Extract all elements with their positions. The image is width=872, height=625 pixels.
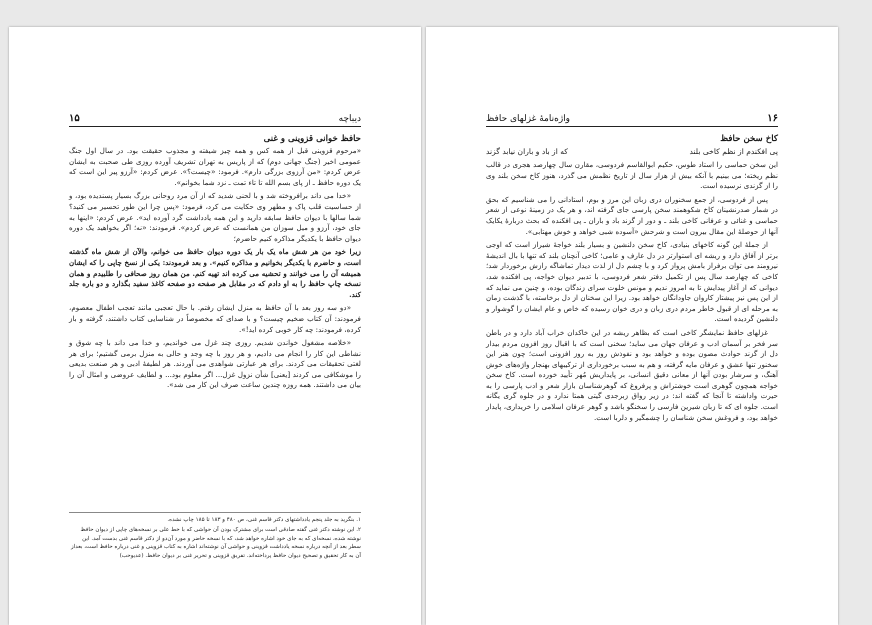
- left-paragraph-3: زیرا خود من هر شش ماه یک بار یک دوره دیوان حافظ می خوانم، والآن از شش ماه گذشته است، و حاضرم با یکدیگر بخوانیم و مذاکره کنیم». و بعد فرمودند: یکی از نسخ چاپی را که ایشان همیشه آن را می خوانند و تحشیه می کرده اند تهیه کنم. من همان روز صحافی را طلبیدم و همان نسخه چاپ حافظ را به او دادم که در مقابل هر صفحه دو صفحه کاغذ سفید بگذارد و دو باره جلد کند.: [69, 247, 361, 299]
- left-paragraph-2: «خدا می داند برافروخته شد و با لحنی شدید که از آن مرد روحانی بزرگ بسیار پسندیده بود، و از حساسیت قلب پاک و مطهر وی حکایت می کرد، فرمود: «پس چرا این طور تحسیر می کنید؟ شما سالها با دیوان حافظ سابقه دارید و این همه یادداشت گرد آورده اید». عرض کردم: «اینها به جای خود، آرزو و میل سوزان من همانست که عرض کردم». فرمودند: «نه؛ اگر بخواهید یک دوره دیوان حافظ با یکدیگر مذاکره کنیم حاضرم؛: [69, 191, 361, 243]
- right-running-title: واژه‌نامهٔ غزلهای حافظ: [486, 114, 571, 124]
- left-paragraph-5: «خلاصه مشغول خواندن شدیم. روزی چند غزل می خواندیم، و خدا می داند با چه شوق و نشاطی این کار را انجام می دادیم، و هر روز با چه وجد و حالی به منزل برمی گشتیم؛ برای هر لغتی تحقیقات می کردند. برای هر عبارتی شواهدی می آوردند. هر لطیفهٔ ادبی و هر صنعت بدیعی را موشکافی می کردند [یعنی] شأن نزول غزل... اگر معلوم بود... و لطایف عروضی و امثال آن را بیان می داشتند. همه روزه چندین ساعت صرف این کار می شد».: [69, 338, 361, 390]
- right-paragraph-2: پس از فردوسی، از جمع سخنوران دری زبان این مرز و بوم، استادانی را می شناسیم که بحق در شمار صدرنشینان کاخ شکوهمند سخن پارسی جای گرفته اند، و هر یک در زمینهٔ نوعی از شعر حماسی و غنائی و عرفانی کاخی بلند ـ و دور از گزند باد و باران ـ پی افکنده که بحث دربارهٔ یکایک آنها از حوصلهٔ این مقال بیرون است و شرحش «آسوده شبی خواهد و خوش مهتابی».: [486, 194, 778, 236]
- left-section-title: حافظ خوانی قزوینی و غنی: [263, 134, 361, 144]
- right-section-title: کاخ سخن حافظ: [720, 134, 778, 144]
- verse-second-hemistich: که از باد و باران نیابد گزند: [486, 147, 568, 156]
- right-paragraph-3: از جملهٔ این گونه کاخهای بنیادی، کاخ سخن دلنشین و بسیار بلند خواجهٔ شیراز است که اوجی برتر از آفاق دارد و ریشه ای استوارتر در دل عارف و عامی؛ کاخی آنچنان بلند که تنها با بال اندیشهٔ نیرومند می توان برفراز بامش پرواز کرد و با چشم دل از لذت دیدار تماشاگه رازش برخوردار شد؛ کاخی که چهارصد سال پس از تکمیل دفتر شعر فردوسی، با تدبیر دیوان خواجه، پی افکنده شد، دیوانی که از آغاز پیدایش تا به امروز ندیم و مونس خلوت سرای زندگان بوده، و چنین می نماید که از این پس نیز پیشتاز کاروان جاودانگان خواهد بود. زیرا این سخنان از دل برخاسته، با گذشت زمان به مرحله ای از قبول خاطر مردم دری زبان و دری خوان رسیده که خاص و عام ایشان را گوشوار و دلنشین گردیده است.: [486, 240, 778, 324]
- left-footnotes: [69, 512, 361, 562]
- right-paragraph-1: این سخن حماسی را استاد طوس، حکیم ابوالقاسم فردوسی، مقارن سال چهارصد هجری در قالب نظم ریخته؛ می بینیم با آنکه بیش از هزار سال از تاریخ نظمش می گذرد، هنوز کاخ سخن بلند وی را از گزندی نرسیده است.: [486, 160, 778, 191]
- left-paragraph-4: «دو سه روز بعد با آن حافظ به منزل ایشان رفتم. با حال تعجبی مانند تعجب اطفال معصوم، فرمودند: آن کتاب ضخیم چیست؟ و با صدای که مخصوصاً در شناسایی کتاب داشتند، گرفته و باز کرده، فرمودند: چه کار خوبی کرده اید!».: [69, 303, 361, 334]
- right-page: [426, 27, 838, 625]
- left-page-body: [69, 133, 361, 394]
- right-page-number: ۱۶: [767, 113, 778, 124]
- left-page: [9, 27, 421, 625]
- left-paragraph-1: «مرحوم قزوینی قبل از همه کس و همه چیز شیفته و مجذوب حقیقت بود. در سال اول جنگ عمومی اخیر (جنگ جهانی دوم) که از پاریس به تهران تشریف آورده روزی طی صحبت به ایشان عرض کردم: «من آرزوی بزرگی دارم». فرمود: «چیست؟». عرض کردم: «آرزو پیر این است که یک دوره حافظ ـ از پای بسم الله تا تاء تمت ـ نزد شما بخوانم».: [69, 146, 361, 187]
- left-page-header: [69, 112, 361, 127]
- verse-first-hemistich: پی افکندم از نظم کاخی بلند: [689, 147, 778, 156]
- left-running-title: دیباچه: [338, 114, 361, 124]
- right-page-header: [486, 112, 778, 127]
- right-page-body: [486, 133, 778, 426]
- left-page-number: ۱۵: [69, 113, 80, 124]
- verse-couplet: [486, 146, 778, 157]
- footnote-2: ۲. این نوشته دکتر غنی گفته صادقی است برای مشترک بودن آن حواشی که با خط علی بر نسخه‌های چاپی از دیوان حافظ نوشته شده، نسخه‌ای که به جای خود اشاره خواهد شد، که با نسخه حاضر و مورد آن‌دو از دکتر قاسم غنی بدست آمد. این سطر بعد از آنچه درباره نسخه یادداشت قزوینی و حواشی آن نوشته‌اند اشاره به کتاب قزوینی و غنی درباره حافظ است، بعداز آن به کار تحقیق و تصحیح دیوان حافظ پرداخته‌اند. تفریق قزوینی و تحریر غنی بر دیوان حافظ. (عدیوحب): [71, 527, 361, 559]
- footnote-1: ۱. بنگرید به جلد پنجم یادداشتهای دکتر قاسم غنی، ص ۴۸۰ و ۱۸۳ تا ۱۸۵ چاپ نشده.: [167, 517, 361, 523]
- right-paragraph-4: غزلهای حافظ نمایشگر کاخی است که بظاهر ریشه در این خاکدان خراب آباد دارد و در باطن سر فخر بر آسمان ادب و عرفان جهان می ساید؛ سخنی است که با اقبال روز افزون مردم بیدار دل از گزند حوادث مصون بوده و خواهد بود و نفوذش روز به روز افزونی است؛ چون هنر این سخنور تنها عشق و عرفان مایه گرفته، و هم به سبب برخورداری از ترکیبهای بهنجار واژه‌های خوش آهنگ، و سرشار بودن آنها از معانی دقیق انسانی، بر پایداریش مُهر تأیید خورده است. کاخ سخن خواجه همچون گوهری است خوشتراش و پرفروغ که گوهرشناسان بازار شعر و ادب پارسی را به حیرت واداشته تا آنجا که گفته اند: در زیر رواق زبرجدی گیتی همتا ندارد و در جلوه گری یگانه است. جلوه ای که تا زبان شیرین فارسی را سخنگو باشد و گوهر عرفان اسلامی را خریداری، پایدار خواهد بود، و فروغش سخن شناسان را چشمگیر و دلربا است.: [486, 327, 778, 422]
